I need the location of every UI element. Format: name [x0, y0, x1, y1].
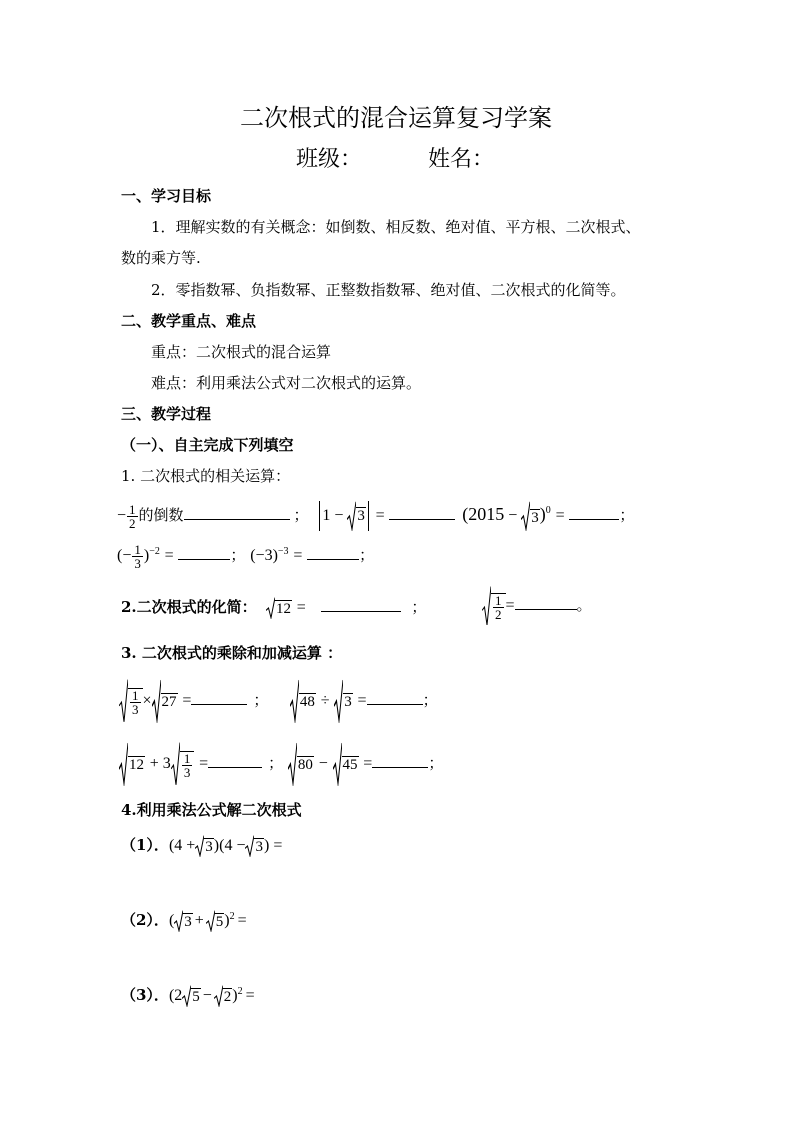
- expr-open: (: [168, 912, 175, 929]
- radical-icon: [152, 679, 161, 723]
- sqrt-80: [288, 742, 314, 786]
- radicand-frac: [128, 688, 143, 716]
- objective-1-cont: 数的乘方等.: [121, 249, 201, 267]
- numerator: 1: [129, 501, 136, 517]
- equals-sign: =: [237, 912, 247, 929]
- radical-icon: [333, 742, 342, 786]
- q3-line-2: [119, 741, 443, 786]
- section-1-heading: 一、学习目标: [121, 187, 212, 205]
- radical-icon: [288, 742, 297, 786]
- radicand: 5: [215, 914, 224, 930]
- equals-sign: =: [296, 599, 306, 616]
- q4-label: 4.利用乘法公式解二次根式: [121, 801, 302, 819]
- separator: ；: [230, 546, 246, 564]
- denominator: 3: [134, 555, 141, 571]
- answer-blank-7[interactable]: [515, 595, 577, 610]
- equals-sign: =: [363, 755, 373, 772]
- expr-mid: )(4 −: [213, 837, 246, 854]
- sqrt-45: [333, 742, 359, 786]
- equals-sign: =: [164, 547, 174, 564]
- paren-open: (−: [117, 547, 132, 564]
- sqrt-3-b: [521, 501, 540, 531]
- answer-blank-4[interactable]: [178, 545, 230, 560]
- answer-blank-6[interactable]: [321, 597, 401, 612]
- sqrt-27: [152, 679, 178, 723]
- section-2-heading: 二、教学重点、难点: [121, 312, 257, 330]
- equals-sign: =: [199, 755, 209, 772]
- reciprocal-text: 的倒数: [138, 506, 184, 524]
- radicand: 12: [276, 601, 291, 617]
- radical-icon: [174, 910, 183, 932]
- q1-label: 1. 二次根式的相关运算：: [121, 467, 291, 485]
- numerator: 1: [495, 593, 502, 609]
- radicand: 27: [161, 694, 177, 710]
- equals-sign: =: [357, 692, 367, 709]
- answer-blank-8[interactable]: [191, 690, 247, 705]
- equals-sign: =: [182, 692, 192, 709]
- q2-expr-1: [266, 596, 426, 619]
- radical-icon: [334, 679, 343, 723]
- fraction-half: [493, 594, 504, 621]
- exponent: 2: [237, 986, 243, 997]
- minus-sign: −: [202, 987, 212, 1004]
- radical-icon: [171, 742, 180, 786]
- radical-icon: [206, 910, 215, 932]
- answer-blank-3[interactable]: [569, 505, 619, 520]
- equals-sign: =: [375, 507, 385, 524]
- abs-one: 1: [322, 507, 331, 524]
- part-label: （1）．: [121, 836, 169, 854]
- part-label: （3）．: [121, 986, 169, 1004]
- radicand: 3: [344, 694, 352, 710]
- radicand: 3: [205, 839, 213, 855]
- q4-part-1: [121, 834, 282, 857]
- objective-2: 2．零指数幂、负指数幂、正整数指数幂、绝对值、二次根式的化简等。: [151, 281, 626, 299]
- answer-blank-2[interactable]: [389, 505, 455, 520]
- exponent: −3: [277, 546, 289, 557]
- numerator: 1: [183, 751, 191, 767]
- sqrt-3: [195, 835, 214, 857]
- answer-blank-11[interactable]: [372, 753, 428, 768]
- q2-label: 2.二次根式的化简：: [121, 598, 257, 616]
- section-3-heading: 三、教学过程: [121, 405, 212, 423]
- sqrt-third: [119, 679, 143, 723]
- minus-op-2: −: [508, 507, 518, 524]
- q4-part-3: [121, 981, 255, 1007]
- radical-icon: [266, 597, 275, 619]
- denominator: 2: [495, 607, 502, 623]
- radical-icon: [182, 985, 191, 1007]
- radicand: 48: [299, 694, 315, 710]
- numerator: 1: [134, 541, 141, 557]
- radical-icon: [119, 742, 128, 786]
- separator: ；: [411, 598, 427, 616]
- exponent: 0: [545, 505, 551, 516]
- sqrt-3: [334, 679, 353, 723]
- sqrt-2: [214, 985, 233, 1007]
- q1-line-1: [117, 496, 634, 531]
- radicand: 45: [342, 757, 358, 773]
- minus-op: −: [334, 507, 344, 524]
- q2-expr-2: [482, 585, 592, 626]
- class-label: 班级：: [296, 147, 363, 172]
- expr-close: ) =: [263, 837, 283, 854]
- year-open: (2015: [462, 504, 505, 524]
- absolute-value: [319, 501, 369, 531]
- radicand: 3: [184, 914, 192, 930]
- answer-blank-10[interactable]: [208, 753, 262, 768]
- fraction-third: [130, 689, 141, 716]
- expr-close: ): [232, 987, 238, 1004]
- radical-icon: [521, 501, 530, 531]
- sqrt-48: [290, 679, 316, 723]
- radicand: 3: [357, 508, 365, 525]
- subsection-1-heading: （一）、自主完成下列填空: [121, 436, 294, 454]
- plus-three: + 3: [149, 755, 171, 772]
- separator: ；: [428, 754, 444, 772]
- answer-blank-5[interactable]: [307, 545, 359, 560]
- separator: ；: [359, 546, 375, 564]
- separator: ；: [619, 506, 635, 524]
- expr-open: (2: [168, 987, 183, 1004]
- radical-icon: [290, 679, 299, 723]
- radicand: 3: [255, 839, 263, 855]
- expr-close: ): [224, 912, 230, 929]
- equals-sign: =: [555, 507, 565, 524]
- sqrt-3: [347, 501, 366, 531]
- sqrt-12: [119, 742, 145, 786]
- radicand: 3: [531, 509, 539, 526]
- zero-power-expr: (2015 − 3)$^0$: [462, 504, 551, 524]
- denominator: 3: [132, 702, 139, 718]
- separator: ；: [422, 691, 438, 709]
- answer-blank-1[interactable]: [184, 505, 290, 520]
- separator: ；: [268, 754, 284, 772]
- answer-blank-9[interactable]: [367, 690, 423, 705]
- neg-three: (−3): [250, 547, 278, 564]
- expr-open: (4 +: [168, 837, 196, 854]
- q4-part-2: [121, 906, 247, 932]
- q1-line-2: [117, 537, 374, 571]
- key-point: 重点：二次根式的混合运算: [151, 343, 332, 361]
- times-sign: ×: [142, 692, 152, 709]
- objective-1: 1．理解实数的有关概念：如倒数、相反数、绝对值、平方根、二次根式、: [151, 218, 641, 236]
- radicand-frac: [491, 593, 506, 621]
- denominator: 2: [129, 515, 136, 531]
- fraction-third: [132, 543, 143, 570]
- q3-label: 3. 二次根式的乘除和加减运算 ：: [121, 644, 343, 662]
- exponent: −2: [149, 546, 160, 557]
- radicand: 2: [223, 989, 232, 1005]
- radical-icon: [195, 835, 204, 857]
- sqrt-half: [482, 586, 506, 626]
- denominator: 3: [183, 765, 191, 781]
- radical-icon: [347, 501, 356, 531]
- radicand: 80: [297, 757, 313, 773]
- sqrt-third: [171, 742, 195, 786]
- radicand: 12: [129, 757, 144, 773]
- exponent: 2: [229, 911, 235, 922]
- divide-sign: ÷: [320, 692, 330, 709]
- sqrt-5: [182, 985, 201, 1007]
- sqrt-3-b: [245, 835, 264, 857]
- name-label: 姓名：: [428, 147, 495, 172]
- fraction-half: [127, 503, 138, 530]
- sqrt-5: [206, 910, 225, 932]
- separator: ；: [293, 506, 309, 524]
- radicand-frac: [180, 751, 195, 779]
- q3-line-1: [119, 678, 438, 723]
- difficult-point: 难点：利用乘法公式对二次根式的运算。: [151, 374, 422, 392]
- fraction-third: [182, 752, 193, 779]
- page-title: 二次根式的混合运算复习学案: [240, 104, 552, 132]
- period: 。: [576, 596, 592, 614]
- part-label: （2）．: [121, 911, 169, 929]
- radical-icon: [245, 835, 254, 857]
- numerator: 1: [132, 688, 139, 704]
- radical-icon: [482, 586, 491, 626]
- minus-sign: −: [117, 507, 127, 524]
- sqrt-12: [266, 597, 292, 619]
- equals-sign: =: [505, 597, 515, 614]
- radical-icon: [214, 985, 223, 1007]
- plus-sign: +: [194, 912, 204, 929]
- minus-sign: −: [318, 755, 328, 772]
- radical-icon: [119, 679, 128, 723]
- separator: ；: [253, 691, 269, 709]
- paren-close: ): [143, 547, 150, 564]
- equals-sign: =: [293, 547, 303, 564]
- sqrt-3: [174, 910, 193, 932]
- radicand: 5: [192, 989, 200, 1005]
- equals-sign: =: [245, 987, 255, 1004]
